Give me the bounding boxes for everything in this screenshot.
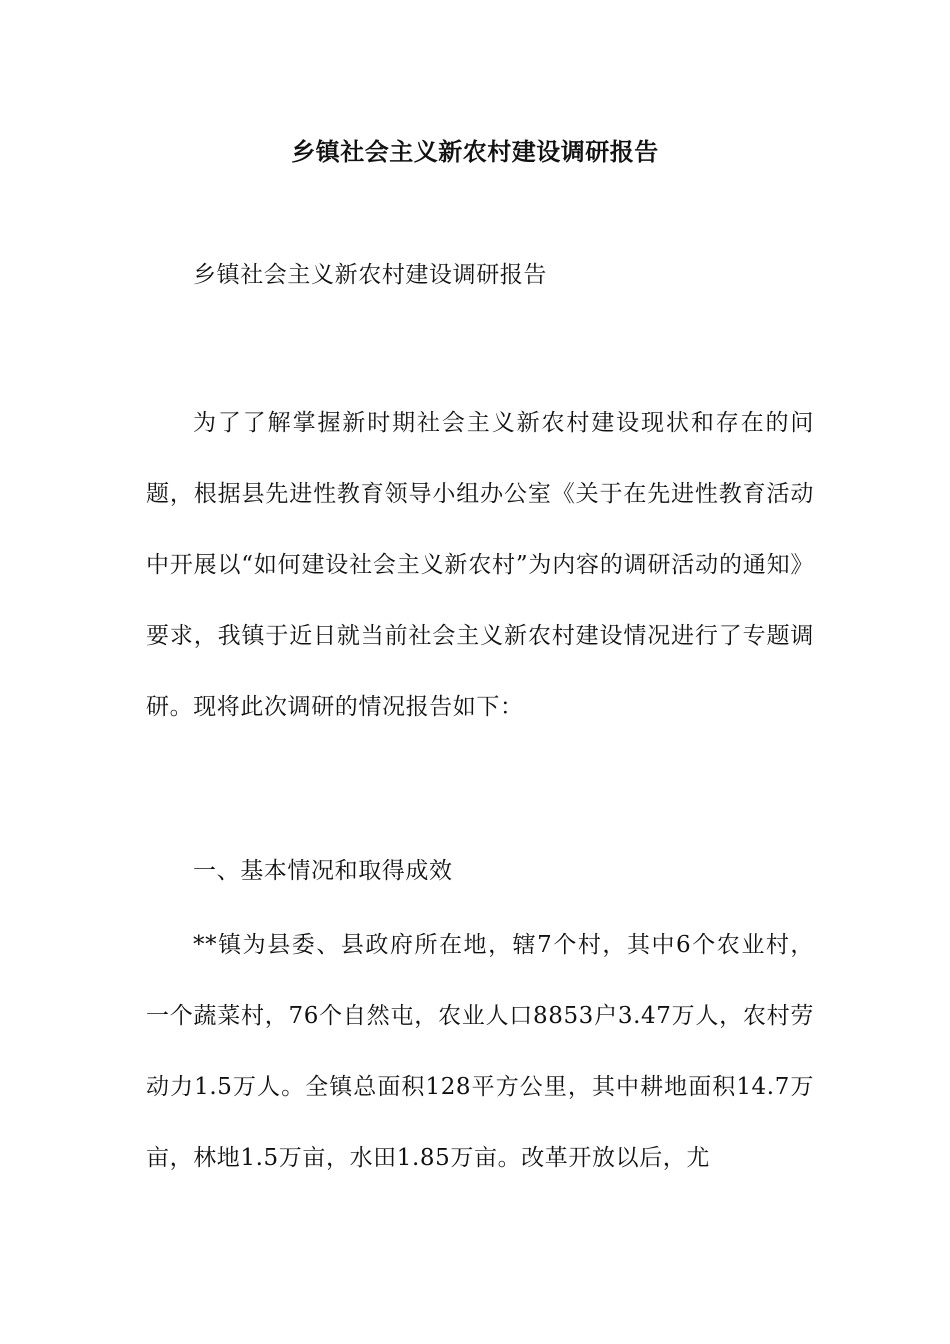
- section-heading: 一、基本情况和取得成效: [193, 858, 453, 884]
- document-title: 乡镇社会主义新农村建设调研报告: [291, 138, 659, 166]
- document-subtitle: 乡镇社会主义新农村建设调研报告: [193, 262, 547, 288]
- intro-paragraph: 为了了解掌握新时期社会主义新农村建设现状和存在的问题，根据县先进性教育领导小组办公室《关于在先进性教育活动中开展以“如何建设社会主义新农村”为内容的调研活动的通知》要求，我镇于近日就当前社会主义新农村建设情况进行了专题调研。现将此次调研的情况报告如下：: [146, 410, 814, 720]
- section1-paragraph: **镇为县委、县政府所在地，辖7个村，其中6个农业村，一个蔬菜村，76个自然屯，农业人口8853户3.47万人，农村劳动力1.5万人。全镇总面积128平方公里，其中耕地面积14.7万亩，林地1.5万亩，水田1.85万亩。改革开放以后，尤: [146, 932, 814, 1171]
